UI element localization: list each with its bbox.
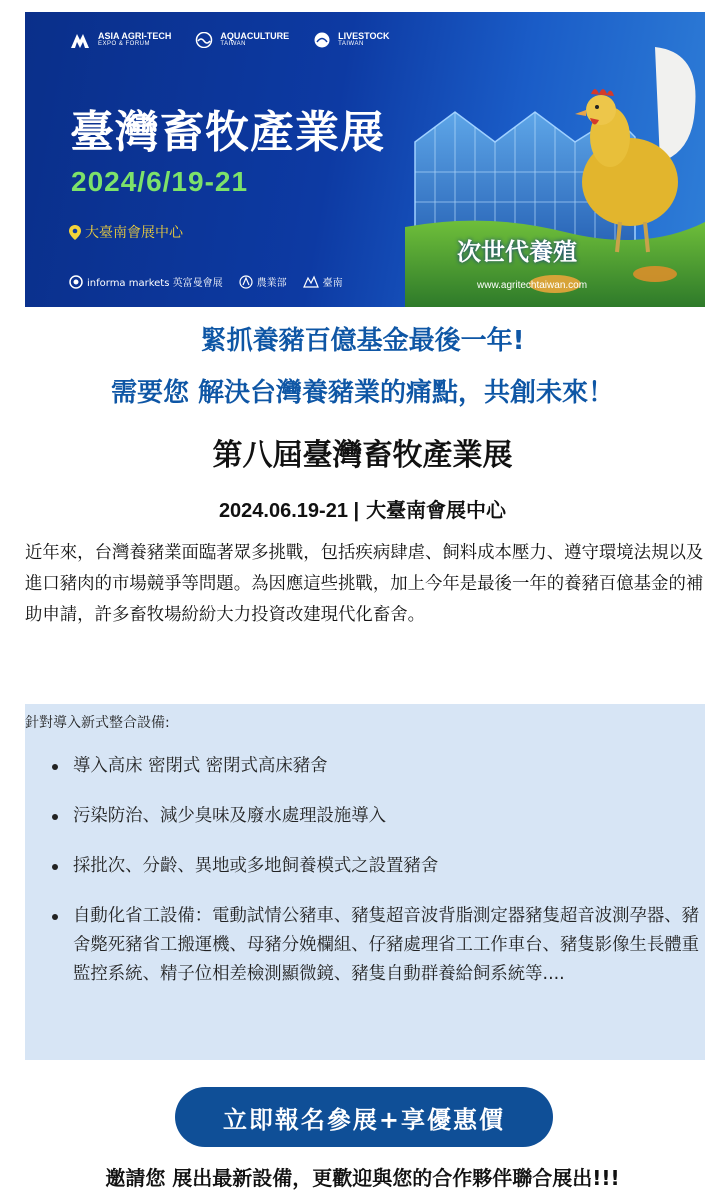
features-box	[25, 704, 705, 1060]
livestock-animal-icon	[311, 32, 333, 48]
location-pin-icon	[69, 225, 81, 240]
event-date-venue	[0, 494, 725, 523]
banner-logo-row	[71, 32, 390, 48]
list-item: 自動化省工設備：電動試情公豬車、豬隻超音波背脂測定器豬隻超音波測孕器、豬舍斃死豬省工搬運機、母豬分娩欄組、仔豬處理省工工作車台、豬隻影像生長體重監控系統、精子位相差檢測顯微鏡、豬隻自動群養給飼系統等....	[73, 902, 705, 989]
list-item: 污染防治、減少臭味及廢水處理設施導入	[73, 802, 705, 831]
informa-ring-icon	[69, 275, 83, 289]
banner-date: 2024/6/19-21	[71, 166, 249, 197]
headline-line-1: 緊抓養豬百億基金最後一年!	[200, 326, 525, 356]
agritech-mark-icon	[71, 32, 93, 48]
banner-title: 臺灣畜牧產業展	[70, 107, 385, 158]
event-date: 2024.06.19-21 |	[218, 500, 360, 522]
list-item: 採批次、分齡、異地或多地飼養模式之設置豬舍	[73, 852, 705, 881]
ministry-emblem-icon	[239, 275, 253, 289]
event-venue: 大臺南會展中心	[366, 498, 507, 522]
informa-logo: informa markets 英富曼會展	[69, 274, 223, 289]
banner-footer-logos	[69, 274, 343, 289]
headline-line-2: 需要您 解決台灣養豬業的痛點，共創未來！	[110, 378, 615, 408]
banner-website[interactable]: www.agritechtaiwan.com	[477, 280, 588, 291]
event-banner[interactable]	[25, 12, 705, 307]
agriculture-ministry-logo: 農業部	[239, 274, 287, 289]
list-item: 導入高床 密閉式 密閉式高床豬舍	[73, 752, 705, 781]
event-name: 第八屆臺灣畜牧產業展	[212, 438, 513, 473]
aquaculture-wave-icon	[193, 32, 215, 48]
features-title: 針對導入新式整合設備:	[25, 715, 170, 731]
banner-venue	[69, 222, 183, 242]
aquaculture-logo: AQUACULTURE TAIWAN	[193, 32, 289, 48]
register-button[interactable]: 立即報名參展+享優惠價	[175, 1087, 553, 1147]
tainan-logo: 臺南	[303, 274, 343, 289]
intro-paragraph: 近年來，台灣養豬業面臨著眾多挑戰，包括疾病肆虐、飼料成本壓力、遵守環境法規以及進口豬肉的市場競爭等問題。為因應這些挑戰，加上今年是最後一年的養豬百億基金的補助申請，許多畜牧場紛紛大力投資改建現代化畜舍。	[25, 543, 704, 625]
banner-venue-text: 大臺南會展中心	[85, 225, 183, 241]
tainan-emblem-icon	[303, 275, 319, 289]
asia-agritech-logo: ASIA AGRI-TECH EXPO & FORUM	[71, 32, 171, 48]
banner-slogan: 次世代養殖	[457, 238, 577, 266]
features-list	[25, 752, 705, 1010]
footer-invitation: 邀請您 展出最新設備，更歡迎與您的合作夥伴聯合展出!!!	[105, 1166, 620, 1190]
livestock-logo: LIVESTOCK TAIWAN	[311, 32, 389, 48]
